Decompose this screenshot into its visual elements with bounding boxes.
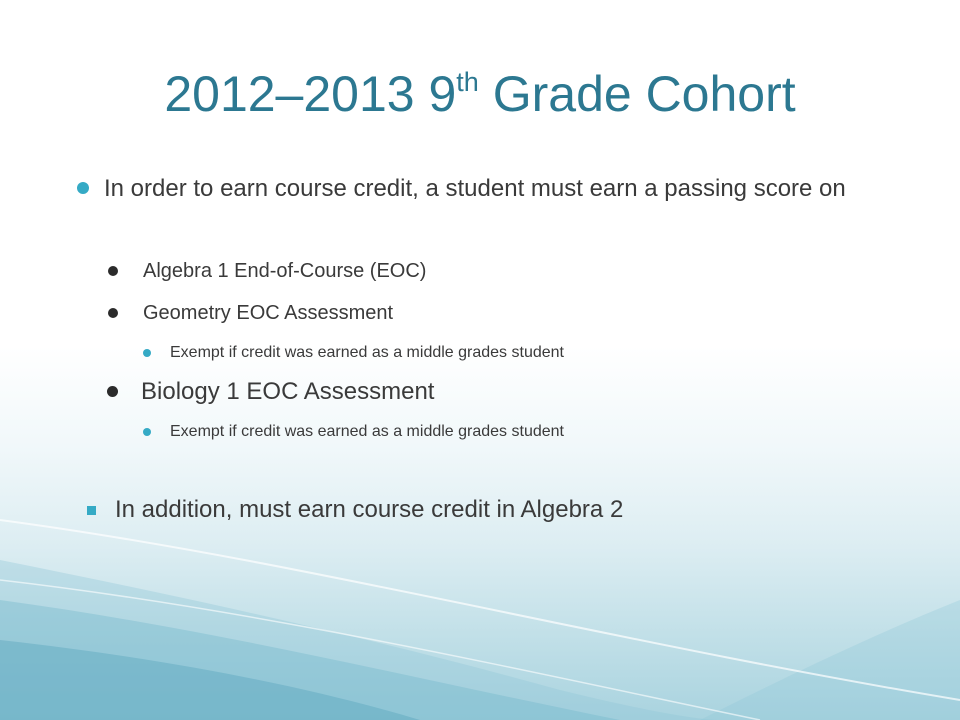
- addition-bullet-text: In addition, must earn course credit in Algebra 2: [115, 496, 624, 523]
- slide-title: [0, 64, 960, 124]
- bullet-dot-icon: [108, 308, 118, 318]
- bullet-dot-icon: [77, 182, 89, 194]
- bullet-dot-icon: [108, 266, 118, 276]
- bullet-dot-icon: [143, 349, 151, 357]
- algebra-bullet-text: Algebra 1 End-of-Course (EOC): [143, 260, 427, 282]
- title-main: 2012–2013 9: [164, 66, 457, 122]
- title-rest: Grade Cohort: [478, 66, 796, 122]
- intro-bullet-text: In order to earn course credit, a student must earn a passing score on: [104, 175, 846, 202]
- biology-note-text: Exempt if credit was earned as a middle grades student: [170, 423, 564, 440]
- bullet-dot-icon: [107, 386, 118, 397]
- geometry-bullet-text: Geometry EOC Assessment: [143, 302, 394, 324]
- bullet-dot-icon: [143, 428, 151, 436]
- biology-bullet-text: Biology 1 EOC Assessment: [141, 378, 435, 405]
- title-superscript: th: [456, 67, 479, 97]
- geometry-note-text: Exempt if credit was earned as a middle grades student: [170, 344, 564, 361]
- square-bullet-icon: [87, 506, 96, 515]
